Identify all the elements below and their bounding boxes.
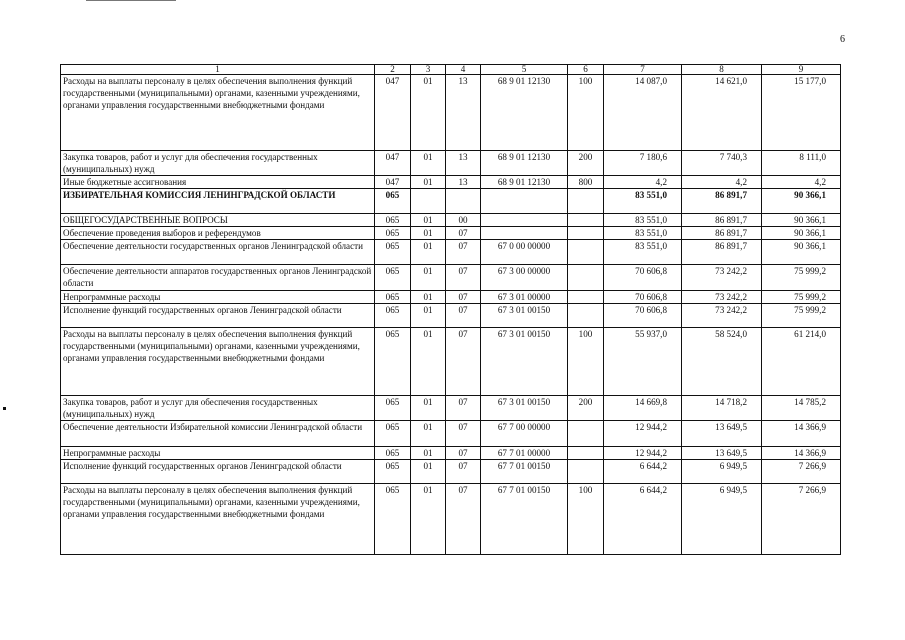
cell-subsection: 07 [446,396,481,421]
cell-subsection: 13 [446,75,481,151]
cell-subsection: 07 [446,265,481,291]
page-number: 6 [840,34,845,45]
cell-expense-type [568,304,604,328]
table-row [61,151,841,176]
cell-section: 01 [411,151,446,176]
cell-section: 01 [411,304,446,328]
column-number-row [61,65,841,75]
cell-expense-type [568,291,604,304]
row-name: ИЗБИРАТЕЛЬНАЯ КОМИССИЯ ЛЕНИНГРАДСКОЙ ОБЛАСТИ [61,189,375,214]
table-row [61,265,841,291]
cell-target-article: 67 7 01 00150 [481,460,568,484]
cell-amount-year2: 86 891,7 [682,189,762,214]
budget-table [60,64,841,555]
cell-subsection: 07 [446,460,481,484]
cell-amount-year3: 14 366,9 [762,421,841,447]
cell-amount-year3: 75 999,2 [762,265,841,291]
cell-section: 01 [411,396,446,421]
cell-target-article: 67 3 01 00150 [481,328,568,396]
table-row [61,447,841,460]
cell-subsection: 07 [446,291,481,304]
cell-amount-year3: 7 266,9 [762,460,841,484]
row-name: Обеспечение проведения выборов и референдумов [61,227,375,240]
cell-chapter: 047 [375,151,411,176]
cell-amount-year1: 70 606,8 [604,304,682,328]
cell-section: 01 [411,291,446,304]
cell-amount-year1: 7 180,6 [604,151,682,176]
cell-amount-year2: 6 949,5 [682,460,762,484]
cell-section [411,189,446,214]
cell-amount-year1: 12 944,2 [604,421,682,447]
table-row [61,460,841,484]
top-rule [86,0,176,1]
table-row [61,328,841,396]
cell-amount-year1: 6 644,2 [604,484,682,555]
cell-section: 01 [411,265,446,291]
cell-chapter: 065 [375,447,411,460]
cell-amount-year3: 7 266,9 [762,484,841,555]
cell-target-article [481,227,568,240]
table-row [61,176,841,189]
cell-target-article: 67 7 00 00000 [481,421,568,447]
cell-amount-year2: 86 891,7 [682,240,762,265]
row-name: Непрограммные расходы [61,447,375,460]
row-name: ОБЩЕГОСУДАРСТВЕННЫЕ ВОПРОСЫ [61,214,375,227]
cell-target-article: 68 9 01 12130 [481,176,568,189]
cell-expense-type: 800 [568,176,604,189]
cell-expense-type [568,240,604,265]
cell-target-article: 67 3 01 00150 [481,396,568,421]
cell-target-article: 67 0 00 00000 [481,240,568,265]
cell-section: 01 [411,214,446,227]
row-name: Исполнение функций государственных органов Ленинградской области [61,304,375,328]
cell-amount-year1: 14 669,8 [604,396,682,421]
cell-amount-year1: 14 087,0 [604,75,682,151]
cell-chapter: 047 [375,75,411,151]
cell-amount-year2: 58 524,0 [682,328,762,396]
cell-expense-type [568,460,604,484]
cell-amount-year1: 70 606,8 [604,291,682,304]
cell-subsection: 13 [446,176,481,189]
cell-expense-type: 100 [568,328,604,396]
cell-amount-year3: 61 214,0 [762,328,841,396]
cell-amount-year3: 8 111,0 [762,151,841,176]
cell-expense-type [568,227,604,240]
cell-expense-type [568,447,604,460]
cell-subsection: 00 [446,214,481,227]
cell-subsection: 07 [446,240,481,265]
cell-section: 01 [411,75,446,151]
cell-amount-year1: 55 937,0 [604,328,682,396]
cell-amount-year3: 15 177,0 [762,75,841,151]
cell-amount-year2: 4,2 [682,176,762,189]
cell-section: 01 [411,176,446,189]
cell-amount-year3: 14 785,2 [762,396,841,421]
cell-section: 01 [411,484,446,555]
cell-amount-year2: 73 242,2 [682,304,762,328]
row-name: Иные бюджетные ассигнования [61,176,375,189]
table-row [61,421,841,447]
cell-section: 01 [411,421,446,447]
cell-amount-year2: 13 649,5 [682,421,762,447]
cell-expense-type: 100 [568,484,604,555]
cell-chapter: 065 [375,421,411,447]
cell-amount-year2: 86 891,7 [682,227,762,240]
row-name: Расходы на выплаты персоналу в целях обеспечения выполнения функций государственными (муниципальными) органами, казенными учреждениями, органами управления государственными внебюджетными фондами [61,328,375,396]
column-header: 2 [375,65,411,75]
row-name: Исполнение функций государственных органов Ленинградской области [61,460,375,484]
margin-mark [3,407,6,410]
cell-amount-year2: 14 621,0 [682,75,762,151]
cell-target-article: 67 7 01 00150 [481,484,568,555]
table-row [61,291,841,304]
table-row [61,240,841,265]
row-name: Непрограммные расходы [61,291,375,304]
cell-amount-year3: 90 366,1 [762,214,841,227]
cell-chapter: 065 [375,189,411,214]
cell-subsection: 13 [446,151,481,176]
cell-section: 01 [411,328,446,396]
cell-subsection: 07 [446,304,481,328]
column-header: 4 [446,65,481,75]
cell-amount-year3: 90 366,1 [762,240,841,265]
cell-chapter: 047 [375,176,411,189]
cell-expense-type [568,265,604,291]
cell-amount-year2: 86 891,7 [682,214,762,227]
cell-amount-year1: 4,2 [604,176,682,189]
column-header: 7 [604,65,682,75]
cell-target-article [481,214,568,227]
cell-expense-type [568,214,604,227]
table-row [61,484,841,555]
row-name: Закупка товаров, работ и услуг для обеспечения государственных (муниципальных) нужд [61,396,375,421]
cell-chapter: 065 [375,240,411,265]
cell-target-article: 67 3 00 00000 [481,265,568,291]
table-row [61,396,841,421]
column-header: 8 [682,65,762,75]
column-header: 3 [411,65,446,75]
cell-chapter: 065 [375,396,411,421]
cell-expense-type: 200 [568,396,604,421]
cell-target-article: 67 7 01 00000 [481,447,568,460]
cell-subsection [446,189,481,214]
cell-section: 01 [411,447,446,460]
row-name: Расходы на выплаты персоналу в целях обеспечения выполнения функций государственными (муниципальными) органами, казенными учреждениями, органами управления государственными внебюджетными фондами [61,484,375,555]
cell-chapter: 065 [375,484,411,555]
cell-amount-year1: 12 944,2 [604,447,682,460]
cell-amount-year1: 6 644,2 [604,460,682,484]
cell-chapter: 065 [375,227,411,240]
cell-amount-year1: 83 551,0 [604,227,682,240]
cell-chapter: 065 [375,291,411,304]
cell-section: 01 [411,227,446,240]
cell-section: 01 [411,240,446,265]
cell-amount-year3: 90 366,1 [762,227,841,240]
table-row [61,214,841,227]
row-name: Обеспечение деятельности аппаратов государственных органов Ленинградской области [61,265,375,291]
cell-amount-year2: 6 949,5 [682,484,762,555]
cell-amount-year3: 4,2 [762,176,841,189]
cell-amount-year2: 13 649,5 [682,447,762,460]
column-header: 9 [762,65,841,75]
cell-amount-year1: 70 606,8 [604,265,682,291]
cell-section: 01 [411,460,446,484]
cell-amount-year1: 83 551,0 [604,189,682,214]
cell-target-article [481,189,568,214]
cell-amount-year3: 90 366,1 [762,189,841,214]
cell-amount-year2: 73 242,2 [682,265,762,291]
table-row [61,227,841,240]
cell-chapter: 065 [375,328,411,396]
column-header: 5 [481,65,568,75]
cell-chapter: 065 [375,304,411,328]
cell-target-article: 68 9 01 12130 [481,75,568,151]
cell-subsection: 07 [446,447,481,460]
column-header: 1 [61,65,375,75]
cell-subsection: 07 [446,421,481,447]
row-name: Обеспечение деятельности государственных органов Ленинградской области [61,240,375,265]
cell-amount-year3: 14 366,9 [762,447,841,460]
cell-amount-year2: 73 242,2 [682,291,762,304]
column-header: 6 [568,65,604,75]
table-row [61,75,841,151]
cell-amount-year2: 7 740,3 [682,151,762,176]
cell-target-article: 67 3 01 00150 [481,304,568,328]
cell-amount-year3: 75 999,2 [762,291,841,304]
cell-amount-year1: 83 551,0 [604,214,682,227]
cell-expense-type: 200 [568,151,604,176]
cell-chapter: 065 [375,214,411,227]
cell-subsection: 07 [446,484,481,555]
row-name: Закупка товаров, работ и услуг для обеспечения государственных (муниципальных) нужд [61,151,375,176]
cell-expense-type [568,189,604,214]
cell-expense-type: 100 [568,75,604,151]
cell-amount-year1: 83 551,0 [604,240,682,265]
table-row [61,189,841,214]
cell-amount-year2: 14 718,2 [682,396,762,421]
cell-amount-year3: 75 999,2 [762,304,841,328]
row-name: Обеспечение деятельности Избирательной комиссии Ленинградской области [61,421,375,447]
row-name: Расходы на выплаты персоналу в целях обеспечения выполнения функций государственными (муниципальными) органами, казенными учреждениями, органами управления государственными внебюджетными фондами [61,75,375,151]
cell-chapter: 065 [375,460,411,484]
cell-expense-type [568,421,604,447]
cell-target-article: 68 9 01 12130 [481,151,568,176]
cell-target-article: 67 3 01 00000 [481,291,568,304]
cell-chapter: 065 [375,265,411,291]
cell-subsection: 07 [446,328,481,396]
cell-subsection: 07 [446,227,481,240]
table-row [61,304,841,328]
